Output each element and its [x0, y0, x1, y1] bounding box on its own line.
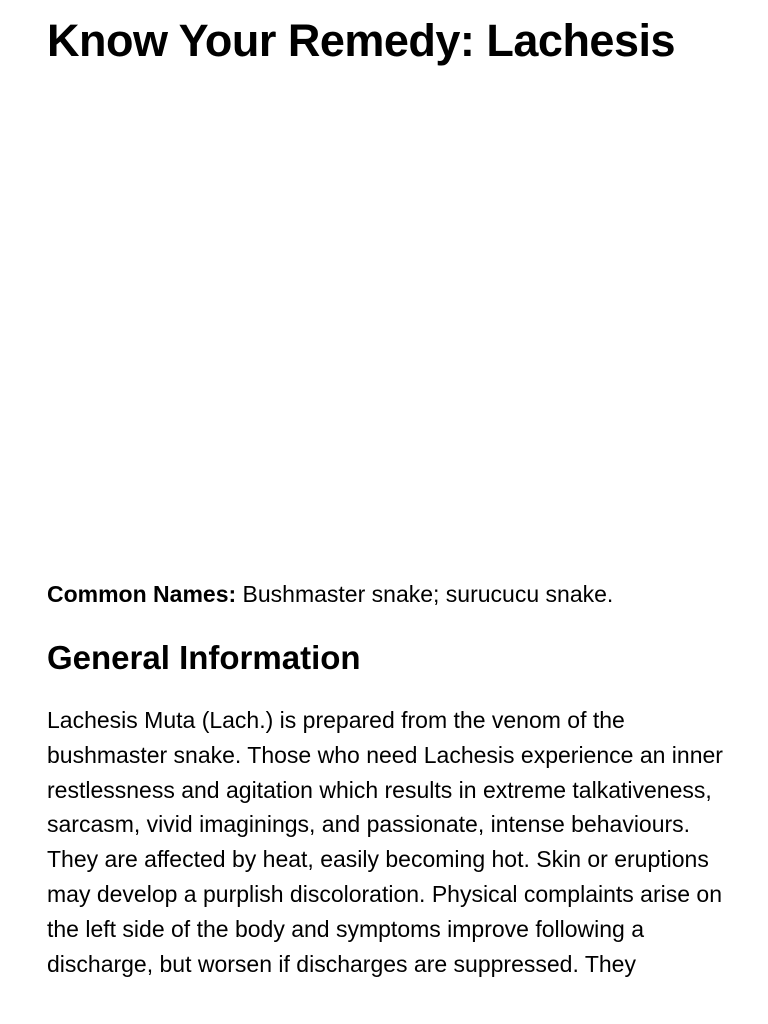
article-image-area [47, 68, 728, 528]
page-title: Know Your Remedy: Lachesis [47, 15, 676, 66]
section-heading-general-information: General Information [47, 639, 361, 676]
general-information-paragraph: Lachesis Muta (Lach.) is prepared from the venom of the bushmaster snake. Those who need Lachesis experience an inner restlessness and agitation which results in extreme talkativeness, sarcasm, vivid imaginings, and passionate, intense behaviours. They are affected by heat, easily becoming hot. Skin or eruptions may develop a purplish discoloration. Physical complaints arise on the left side of the body and symptoms improve following a discharge, but worsen if discharges are suppressed. They [47, 707, 723, 977]
common-names-line [47, 578, 728, 610]
common-names-label: Common Names: [47, 581, 237, 607]
common-names-value: Bushmaster snake; surucucu snake. [236, 581, 614, 607]
